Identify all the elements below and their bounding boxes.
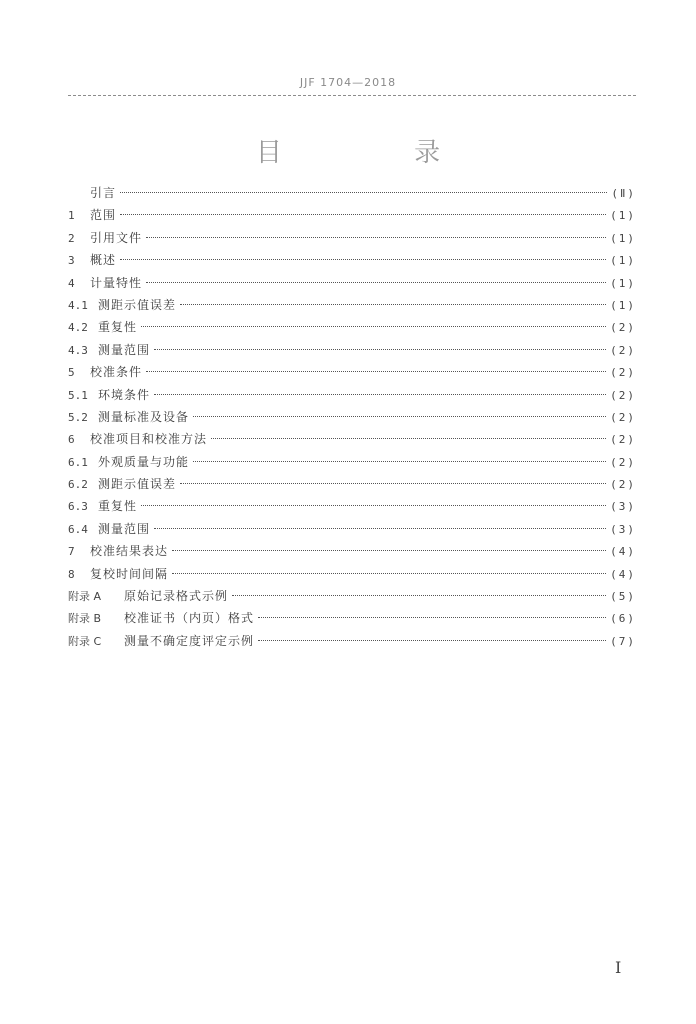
toc-dot-leader: [141, 326, 606, 327]
toc-entry-page: (1): [610, 209, 636, 223]
toc-entry[interactable]: [68, 204, 636, 226]
toc-dot-leader: [172, 550, 606, 551]
toc-entry[interactable]: [68, 227, 636, 249]
toc-entry-title: 计量特性: [90, 275, 143, 290]
toc-dot-leader: [154, 394, 606, 395]
toc-entry-title: 测量标准及设备: [98, 409, 190, 424]
toc-entry-number: 6.4: [68, 522, 88, 536]
toc-entry-number: 4.3: [68, 343, 88, 357]
toc-entry-number: 6.2: [68, 478, 88, 492]
toc-dot-leader: [141, 505, 606, 506]
toc-entry-page: (3): [610, 500, 636, 514]
toc-dot-leader: [232, 595, 606, 596]
toc-entry-page: (5): [610, 590, 636, 604]
toc-entry-title: 外观质量与功能: [98, 454, 190, 469]
toc-entry-number: 6.1: [68, 455, 88, 469]
toc-entry[interactable]: [68, 585, 636, 607]
toc-entry-page: (2): [610, 343, 636, 357]
toc-entry-number: 7: [68, 545, 75, 559]
toc-dot-leader: [193, 461, 606, 462]
toc-entry-page: (2): [610, 321, 636, 335]
toc-entry-title: 重复性: [98, 320, 138, 335]
toc-entry-number: 附录 B: [68, 612, 102, 626]
toc-entry-page: (4): [610, 567, 636, 581]
toc-entry-title: 测量不确定度评定示例: [124, 633, 255, 648]
toc-entry-page: (3): [610, 522, 636, 536]
toc-entry[interactable]: [68, 272, 636, 294]
toc-dot-leader: [154, 528, 606, 529]
toc-entry[interactable]: [68, 540, 636, 562]
toc-entry[interactable]: [68, 563, 636, 585]
toc-entry[interactable]: [68, 495, 636, 517]
toc-entry[interactable]: [68, 518, 636, 540]
toc-dot-leader: [146, 237, 606, 238]
toc-entry-title: 校准结果表达: [90, 544, 169, 559]
toc-entry-title: 重复性: [98, 499, 138, 514]
toc-entry-title: 环境条件: [98, 387, 151, 402]
toc-entry[interactable]: [68, 473, 636, 495]
toc-entry[interactable]: [68, 451, 636, 473]
toc-dot-leader: [258, 617, 606, 618]
toc-entry[interactable]: [68, 316, 636, 338]
header-divider: [68, 95, 636, 96]
toc-dot-leader: [120, 259, 606, 260]
toc-dot-leader: [258, 640, 606, 641]
toc-entry-number: 6: [68, 433, 75, 447]
toc-entry-page: (2): [610, 388, 636, 402]
toc-entry-page: (6): [610, 612, 636, 626]
page-title: 目 录: [255, 138, 503, 168]
toc-entry[interactable]: [68, 249, 636, 271]
toc-dot-leader: [120, 214, 606, 215]
toc-entry-title: 引用文件: [90, 230, 143, 245]
toc-entry-number: 5.1: [68, 388, 88, 402]
toc-entry-number: 5.2: [68, 410, 88, 424]
document-code: JJF 1704—2018: [299, 76, 397, 89]
toc-entry-page: (2): [610, 410, 636, 424]
toc-entry[interactable]: [68, 339, 636, 361]
toc-entry-number: 附录 C: [68, 634, 102, 648]
toc-entry-page: (4): [610, 545, 636, 559]
toc-dot-leader: [172, 573, 606, 574]
toc-entry[interactable]: [68, 630, 636, 652]
toc-entry-title: 范围: [90, 208, 117, 223]
toc-dot-leader: [193, 416, 606, 417]
toc-entry-page: (2): [610, 366, 636, 380]
toc-entry-title: 原始记录格式示例: [124, 589, 229, 604]
toc-entry-number: 3: [68, 254, 75, 268]
toc-entry[interactable]: [68, 607, 636, 629]
toc-entry[interactable]: [68, 294, 636, 316]
toc-entry-title: 校准证书（内页）格式: [124, 611, 255, 626]
toc-entry-number: 8: [68, 567, 75, 581]
toc-entry-page: (Ⅱ): [611, 187, 636, 200]
toc-entry-page: (7): [610, 634, 636, 648]
toc-dot-leader: [120, 192, 607, 193]
toc-entry-page: (1): [610, 231, 636, 245]
toc-dot-leader: [180, 304, 606, 305]
toc-entry[interactable]: [68, 428, 636, 450]
page-number: Ⅰ: [615, 958, 622, 977]
toc-entry-title: 复校时间间隔: [90, 566, 169, 581]
toc-dot-leader: [180, 483, 606, 484]
toc-dot-leader: [211, 438, 606, 439]
toc-entry-page: (2): [610, 455, 636, 469]
toc-entry-title: 引言: [90, 186, 117, 200]
toc-dot-leader: [154, 349, 606, 350]
toc-entry-title: 校准条件: [90, 365, 143, 380]
toc-entry[interactable]: [68, 182, 636, 204]
toc-entry-number: 附录 A: [68, 590, 102, 604]
toc-entry-number: 4.2: [68, 321, 88, 335]
toc-entry-title: 概述: [90, 253, 117, 268]
toc-entry-number: 4.1: [68, 298, 88, 312]
toc-entry-page: (2): [610, 433, 636, 447]
toc-entry-page: (1): [610, 254, 636, 268]
toc-dot-leader: [146, 282, 606, 283]
toc-dot-leader: [146, 371, 606, 372]
toc-entry-number: 1: [68, 209, 75, 223]
toc-entry-number: 4: [68, 276, 75, 290]
toc-entry-title: 校准项目和校准方法: [90, 432, 208, 447]
toc-entry-title: 测量范围: [98, 521, 151, 536]
toc-entry[interactable]: [68, 406, 636, 428]
toc-entry-page: (2): [610, 478, 636, 492]
toc-entry-number: 5: [68, 366, 75, 380]
toc-entry-title: 测距示值误差: [98, 297, 177, 312]
toc-entry-title: 测距示值误差: [98, 477, 177, 492]
toc-entry-number: 2: [68, 231, 75, 245]
toc-entry[interactable]: [68, 384, 636, 406]
toc-entry-number: 6.3: [68, 500, 88, 514]
toc-entry-page: (1): [610, 276, 636, 290]
toc-entry[interactable]: [68, 361, 636, 383]
toc-entry-title: 测量范围: [98, 342, 151, 357]
table-of-contents: [68, 182, 636, 652]
toc-entry-page: (1): [610, 298, 636, 312]
